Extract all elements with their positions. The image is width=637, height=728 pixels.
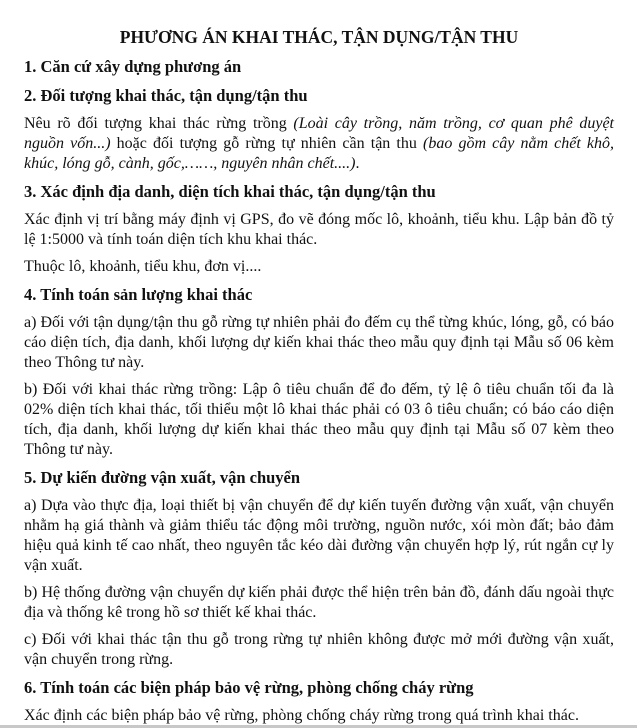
section-3-paragraph-2: Thuộc lô, khoảnh, tiểu khu, đơn vị.... xyxy=(24,258,262,275)
italic-note: (Loài cây trồng, năm trồng, cơ quan phê duyệt nguồn vốn...) xyxy=(24,115,614,152)
text-run: hoặc đối tượng gỗ rừng tự nhiên cần tận thu xyxy=(110,135,423,152)
section-5-heading: 5. Dự kiến đường vận xuất, vận chuyển xyxy=(24,468,301,487)
section-5-paragraph-b: b) Hệ thống đường vận chuyển dự kiến phải được thể hiện trên bản đồ, đánh dấu ngoài thực địa và thống kê trong hồ sơ thiết kế khai thác. xyxy=(24,584,614,621)
section-2-paragraph xyxy=(24,114,614,174)
section-4-heading: 4. Tính toán sản lượng khai thác xyxy=(24,285,253,304)
section-4-paragraph-a: a) Đối với tận dụng/tận thu gỗ rừng tự nhiên phải đo đếm cụ thể từng khúc, lóng, gỗ, có báo cáo diện tích, địa danh, khối lượng dự kiến khai thác theo mẫu quy định tại Mẫu số 06 kèm theo Thông tư này. xyxy=(24,314,614,371)
text-run: . xyxy=(355,155,360,172)
section-5-paragraph-c: c) Đối với khai thác tận thu gỗ trong rừng tự nhiên không được mở mới đường vận xuất, vận chuyển trong rừng. xyxy=(24,631,614,668)
section-6-paragraph: Xác định các biện pháp bảo vệ rừng, phòng chống cháy rừng trong quá trình khai thác. xyxy=(24,707,579,724)
section-3-paragraph-1: Xác định vị trí bằng máy định vị GPS, đo vẽ đóng mốc lô, khoảnh, tiểu khu. Lập bản đồ tỷ lệ 1:5000 và tính toán diện tích khu khai thác. xyxy=(24,211,614,248)
section-2-heading: 2. Đối tượng khai thác, tận dụng/tận thu xyxy=(24,86,308,105)
text-run: Nêu rõ đối tượng khai thác rừng trồng xyxy=(24,115,294,132)
document-content xyxy=(24,26,614,725)
section-5-paragraph-a: a) Dựa vào thực địa, loại thiết bị vận chuyển để dự kiến tuyến đường vận xuất, vận chuyển nhằm hạ giá thành và giảm thiểu tác động môi trường, nguồn nước, xói mòn đất; bảo đảm hiệu quả kinh tế cao nhất, theo nguyên tắc kéo dài đường vận chuyển hợp lý, rút ngắn cự ly vận xuất. xyxy=(24,497,614,574)
section-4-paragraph-b: b) Đối với khai thác rừng trồng: Lập ô tiêu chuẩn để đo đếm, tỷ lệ ô tiêu chuẩn tối đa là 02% diện tích khai thác, tối thiểu một lô khai thác phải có 03 ô tiêu chuẩn; có báo cáo diện tích, địa danh, khối lượng dự kiến khai thác theo mẫu quy định tại Mẫu số 07 kèm theo Thông tư này. xyxy=(24,381,614,458)
italic-note: (bao gồm cây nằm chết khô, khúc, lóng gỗ, cành, gốc,……, nguyên nhân chết....) xyxy=(24,135,615,172)
section-6-heading: 6. Tính toán các biện pháp bảo vệ rừng, phòng chống cháy rừng xyxy=(24,678,474,697)
section-3-heading: 3. Xác định địa danh, diện tích khai thác, tận dụng/tận thu xyxy=(24,182,436,201)
section-1-heading: 1. Căn cứ xây dựng phương án xyxy=(24,57,242,76)
document-title: PHƯƠNG ÁN KHAI THÁC, TẬN DỤNG/TẬN THU xyxy=(119,27,519,47)
